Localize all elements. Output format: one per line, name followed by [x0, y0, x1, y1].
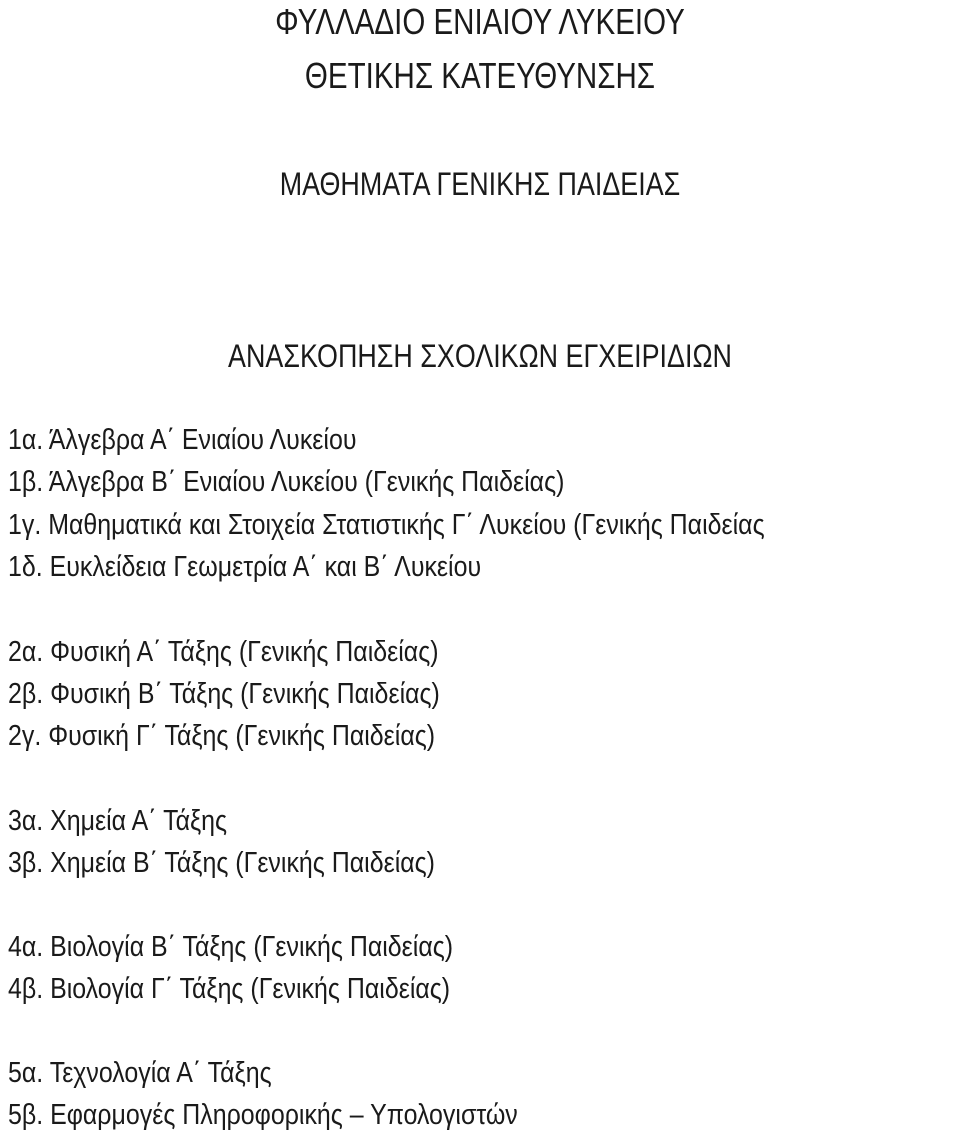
- list-item: 5α. Τεχνολογία Α΄ Τάξης: [8, 1057, 272, 1089]
- list-item: 5β. Εφαρμογές Πληροφορικής – Υπολογιστών: [8, 1099, 518, 1131]
- list-item: 1γ. Μαθηματικά και Στοιχεία Στατιστικής Γ΄ Λυκείου (Γενικής Παιδείας: [8, 509, 765, 541]
- section-title: ΜΑΘΗΜΑΤΑ ΓΕΝΙΚΗΣ ΠΑΙΔΕΙΑΣ: [279, 166, 681, 202]
- list-item: 4α. Βιολογία Β΄ Τάξης (Γενικής Παιδείας): [8, 931, 454, 963]
- list-item: 3α. Χημεία Α΄ Τάξης: [8, 805, 228, 837]
- list-item: 4β. Βιολογία Γ΄ Τάξης (Γενικής Παιδείας): [8, 973, 451, 1005]
- list-item: 2γ. Φυσική Γ΄ Τάξης (Γενικής Παιδείας): [8, 720, 436, 752]
- review-title: ΑΝΑΣΚΟΠΗΣΗ ΣΧΟΛΙΚΩΝ ΕΓΧΕΙΡΙΔΙΩΝ: [228, 338, 732, 374]
- list-item: 1α. Άλγεβρα Α΄ Ενιαίου Λυκείου: [8, 424, 357, 456]
- document-title-line-1: ΦΥΛΛΑΔΙΟ ΕΝΙΑΙΟΥ ΛΥΚΕΙΟΥ: [275, 1, 685, 42]
- list-item: 2β. Φυσική Β΄ Τάξης (Γενικής Παιδείας): [8, 678, 440, 710]
- list-item: 1β. Άλγεβρα Β΄ Ενιαίου Λυκείου (Γενικής Παιδείας): [8, 466, 565, 498]
- document-title-line-2: ΘΕΤΙΚΗΣ ΚΑΤΕΥΘΥΝΣΗΣ: [304, 55, 656, 96]
- list-item: 2α. Φυσική Α΄ Τάξης (Γενικής Παιδείας): [8, 636, 439, 668]
- list-item: 3β. Χημεία Β΄ Τάξης (Γενικής Παιδείας): [8, 847, 435, 879]
- list-item: 1δ. Ευκλείδεια Γεωμετρία Α΄ και Β΄ Λυκείου: [8, 551, 482, 583]
